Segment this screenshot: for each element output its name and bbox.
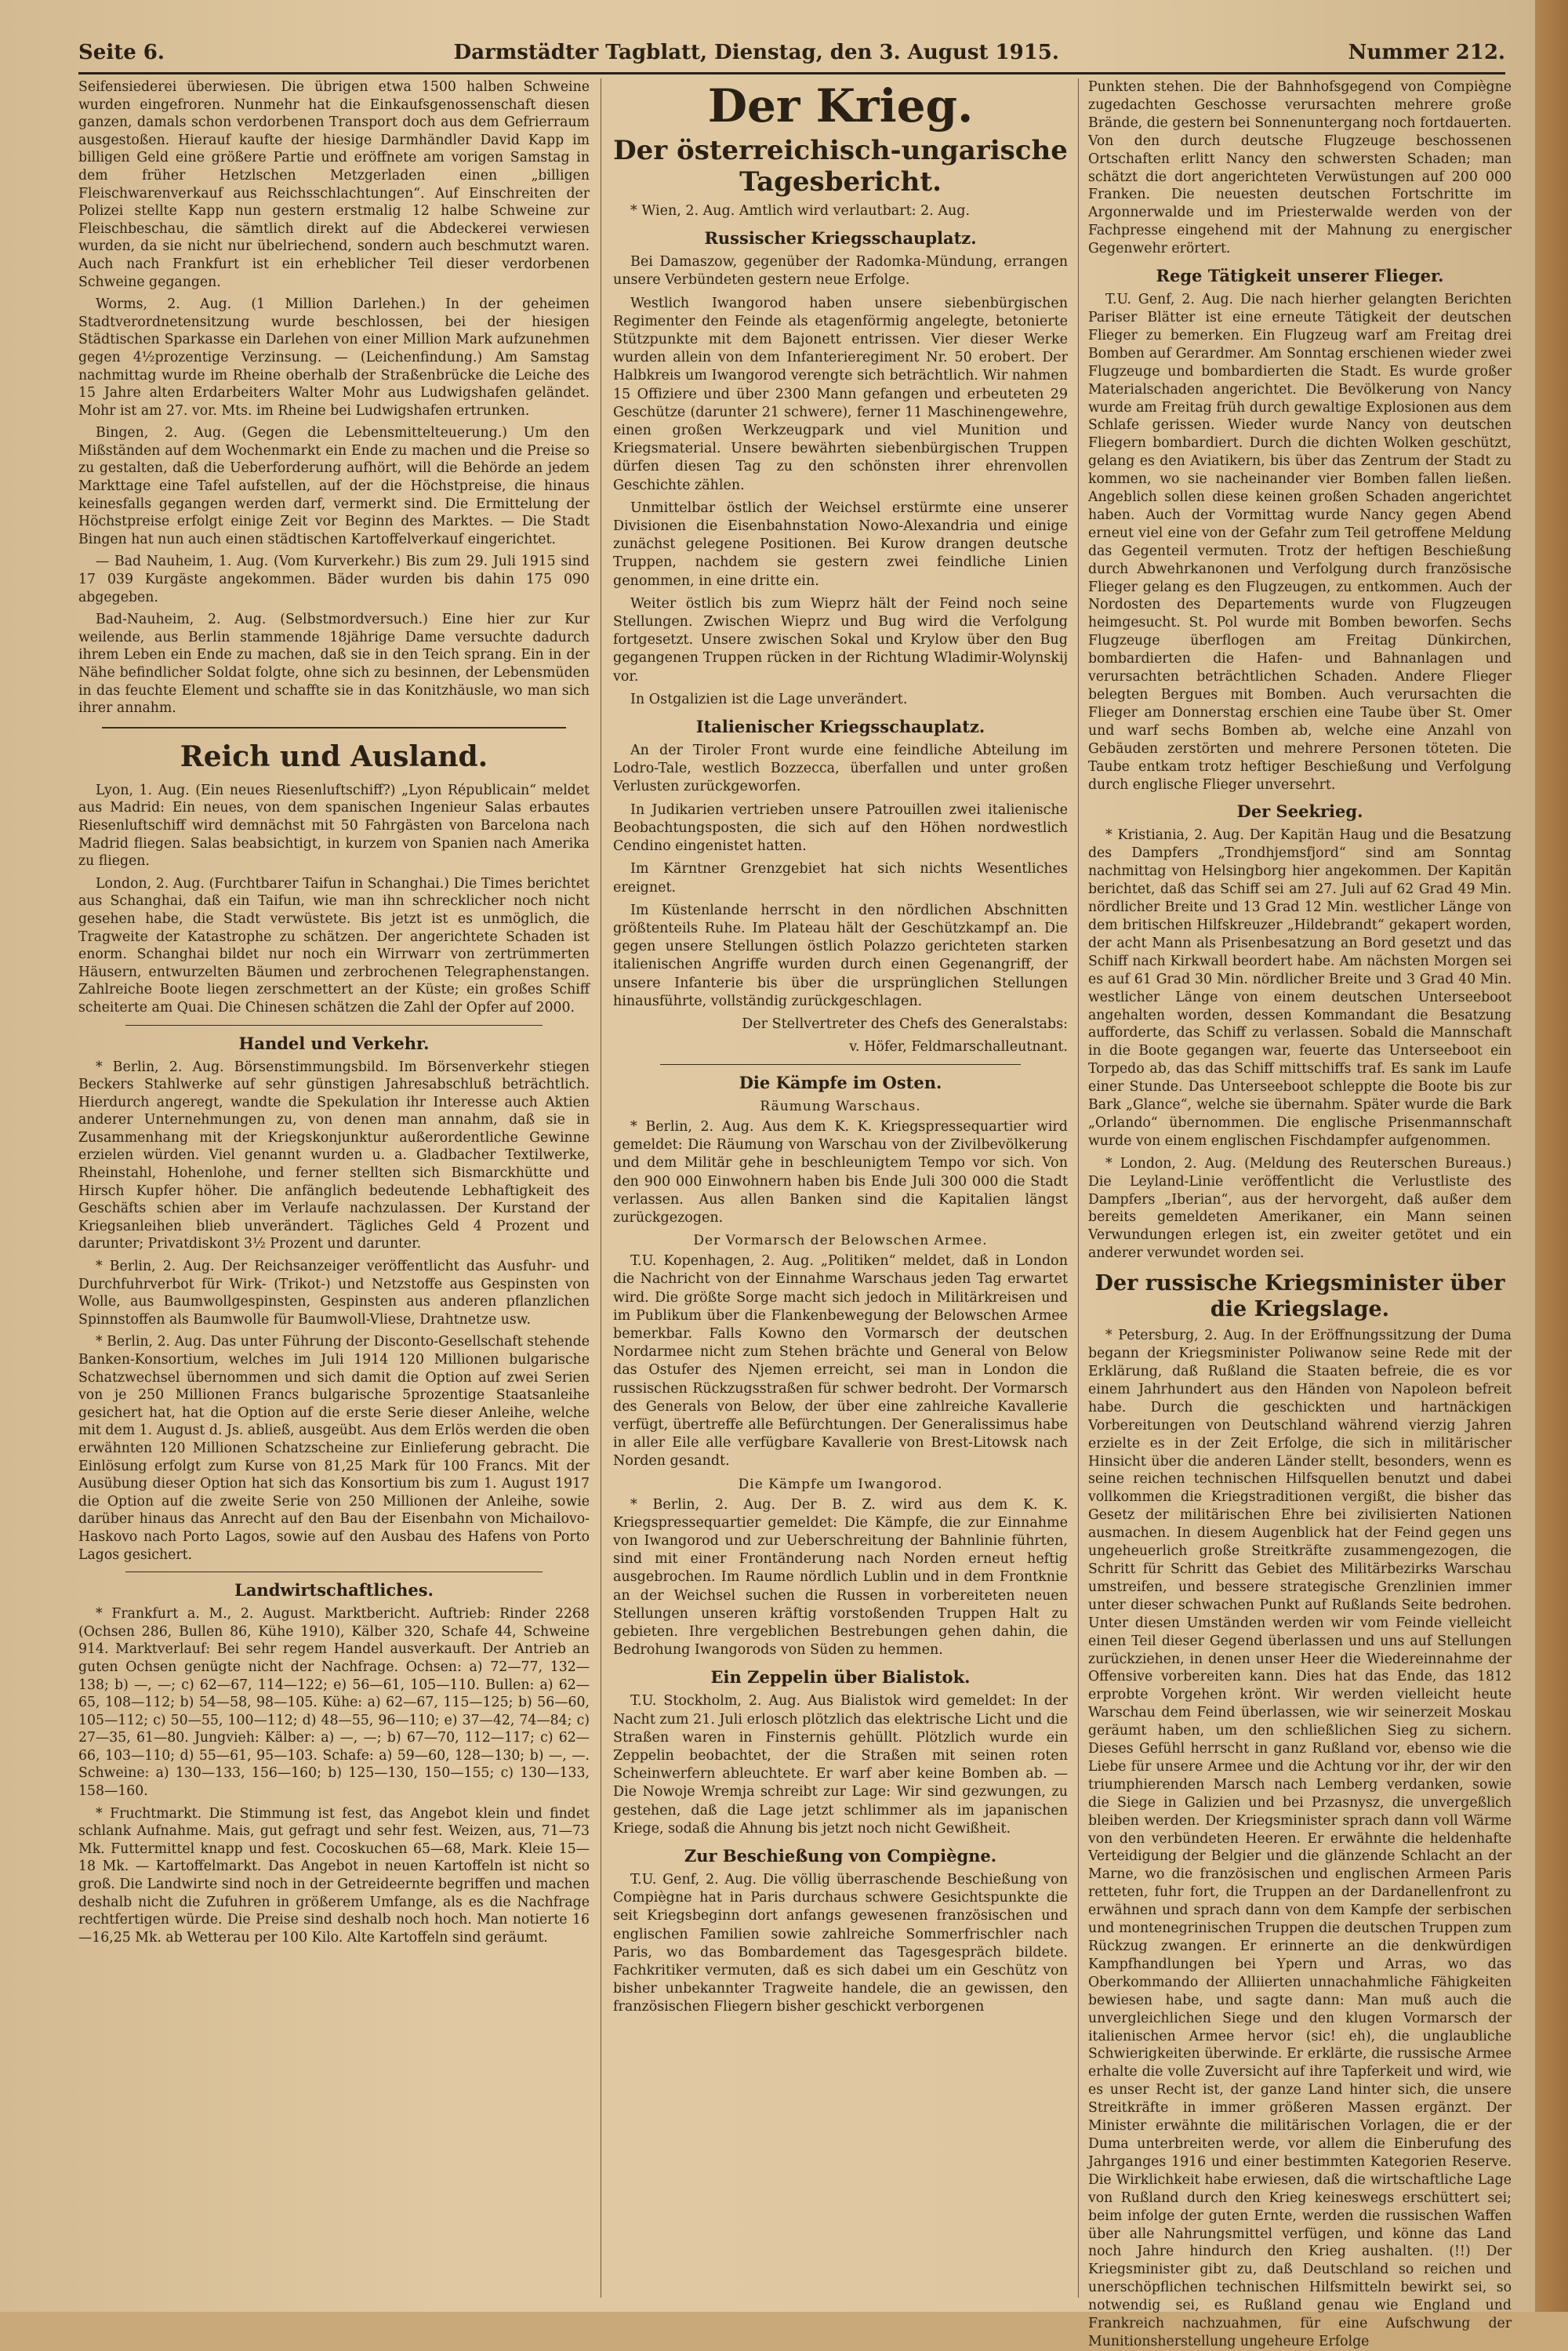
- article-paragraph: * Wien, 2. Aug. Amtlich wird verlautbart: 2. Aug.: [630, 203, 971, 219]
- signature-name: v. Höfer, Feldmarschalleutnant.: [849, 1038, 1068, 1055]
- article-paragraph: * London, 2. Aug. (Meldung des Reuterschen Bureaus.) Die Leyland-Linie veröffentlicht die Verlustliste des Dampfers „Iberian“, aus der hervorgeht, daß außer dem bereits gemeldeten Amerikaner, ein Mann seinen Verwundungen erlegen ist, ein zweiter getötet und ein anderer verwundet worden sei.: [1088, 1155, 1512, 1262]
- article-paragraph: * Fruchtmarkt. Die Stimmung ist fest, das Angebot klein und findet schlank Aufnahme. Mais, gut gefragt und sehr fest. Weizen, aus, 71—73 Mk. Futtermittel knapp und fest. Cocoskuchen 65—68, Mark. Kleie 15—18 Mk. — Kartoffelmarkt. Das Angebot in neuen Kartoffeln ist nicht so groß. Die Landwirte sind noch in der Getreideernte begriffen und machen deshalb nicht die Zufuhren in größerem Umfange, als es die Nachfrage rechtfertigen würde. Die Preise sind deshalb noch hoch. Man notierte 16—16,25 Mk. ab Wetterau per 100 Kilo. Alte Kartoffeln sind geräumt.: [78, 1805, 590, 1946]
- sub-heading: Der Vormarsch der Belowschen Armee.: [693, 1233, 988, 1249]
- section-heading: Der Seekrieg.: [1236, 801, 1363, 822]
- article-paragraph: Lyon, 1. Aug. (Ein neues Riesenluftschiff?) „Lyon Républicain“ meldet aus Madrid: Ein neues, von dem spanischen Ingenieur Salas erbautes Riesenluftschiff wird demnächst mit 50 Fahrgästen von Barcelona nach Madrid fliegen. Salas beabsichtigt, in kurzem von Spanien nach Amerika zu fliegen.: [78, 782, 590, 870]
- section-heading: Italienischer Kriegsschauplatz.: [695, 717, 985, 737]
- article-paragraph: * Berlin, 2. Aug. Aus dem K. K. Kriegspressequartier wird gemeldet: Die Räumung von Warschau von der Zivilbevölkerung und dem Militär gehe in beschleunigtem Tempo vor sich. Von den 900 000 Einwohnern haben bis Ende Juli 300 000 die Stadt verlassen. Aus allen Banken sind die Kapitalien längst zurückgezogen.: [613, 1118, 1068, 1226]
- column-divider: [1078, 78, 1079, 2298]
- article-paragraph: — Bad Nauheim, 1. Aug. (Vom Kurverkehr.) Bis zum 29. Juli 1915 sind 17 039 Kurgäste angekommen. Bäder wurden bis dahin 175 090 abgegeben.: [78, 554, 590, 605]
- section-rule: [102, 727, 566, 729]
- article-paragraph: Unmittelbar östlich der Weichsel erstürmte eine unserer Divisionen die Eisenbahnstation Nowo-Alexandria und einige zunächst gelegene Positionen. Bei Kurow drangen deutsche Truppen, nachdem sie gestern zwei feindliche Linien genommen, in eine dritte ein.: [613, 500, 1068, 589]
- column-2: [613, 78, 1068, 2298]
- article-paragraph: Worms, 2. Aug. (1 Million Darlehen.) In der geheimen Stadtverordnetensitzung wurde beschlossen, bei der hiesigen Städtischen Sparkasse ein Darlehen von einer Million Mark aufzunehmen gegen 4½prozentige Verzinsung. — (Leichenfindung.) Am Samstag nachmittag wurde im Rheine oberhalb der Straßenbrücke die Leiche des 15 Jahre alten Erdarbeiters Walter Mohr aus Ludwigshafen geländet. Mohr ist am 27. vor. Mts. im Rheine bei Ludwigshafen ertrunken.: [78, 296, 590, 419]
- article-paragraph: Bingen, 2. Aug. (Gegen die Lebensmittelteuerung.) Um den Mißständen auf dem Wochenmarkt ein Ende zu machen und die Preise so zu gestalten, daß die Ueberforderung aufhört, will die Behörde an jedem Markttage eine Tafel aufstellen, auf der die Höchstpreise, die hinaus keinesfalls gegangen werden darf, vermerkt sind. Die Ermittelung der Höchstpreise erfolgt einige Zeit vor Beginn des Marktes. — Die Stadt Bingen hat nun auch einen städtischen Kartoffelverkauf eingerichtet.: [78, 425, 590, 547]
- page-number: Seite 6.: [78, 41, 165, 64]
- article-paragraph: Seifensiederei überwiesen. Die übrigen etwa 1500 halben Schweine wurden eingefroren. Nunmehr hat die Einkaufsgenossenschaft diesen ganzen, damals schon verdorbenen Transport doch aus dem Gefrierraum ausgestoßen. Hierauf kaufte der hiesige Darmhändler David Kapp im billigen Geld eine größere Partie und eröffnete am vorigen Samstag in dem früher Hetzlschen Metzgerladen einen „billigen Fleischwarenverkauf aus Reichsschlachtungen“. Auf Einschreiten der Polizei stellte Kapp nun gestern erstmalig 12 halbe Schweine zur Fleischbeschau, die sämtlich direkt auf die Abdeckerei verwiesen wurden, da sie nicht nur übelriechend, sondern auch beschmutzt waren. Auch nach Frankfurt ist ein erheblicher Teil dieser verdorbenen Schweine gegangen.: [78, 79, 590, 290]
- article-paragraph: * Frankfurt a. M., 2. August. Marktbericht. Auftrieb: Rinder 2268 (Ochsen 286, Bullen 86, Kühe 1910), Kälber 320, Schafe 44, Schweine 914. Marktverlauf: Bei sehr regem Handel ausverkauft. Der Antrieb an guten Ochsen genügte nicht der Nachfrage. Ochsen: a) 72—77, 132—138; b) —, —; c) 62—67, 114—122; e) 56—61, 105—110. Bullen: a) 62—65, 108—112; b) 54—58, 98—105. Kühe: a) 62—67, 115—125; b) 56—60, 105—112; c) 50—55, 100—112; d) 48—55, 96—110; e) 37—42, 74—84; c) 27—35, 61—80. Jungvieh: Kälber: a) —, —; b) 67—70, 112—117; c) 62—66, 103—110; d) 55—61, 95—103. Schafe: a) 59—60, 128—130; b) —, —. Schweine: a) 130—133, 156—160; b) 125—130, 150—155; c) 130—133, 158—160.: [78, 1606, 590, 1800]
- column-3: [1088, 78, 1512, 2349]
- section-heading: Landwirtschaftliches.: [234, 1580, 434, 1601]
- article-paragraph: * Berlin, 2. Aug. Das unter Führung der Disconto-Gesellschaft stehende Banken-Konsortium, welches im Juli 1914 120 Millionen bulgarische Schatzwechsel übernommen und sich damit die Option auf zwei Serien von je 250 Millionen Francs bulgarische 5prozentige Staatsanleihe gesichert hat, hat die Option auf die erste Serie dieser Anleihe, welche mit dem 1. August d. Js. abließ, ausgeübt. Aus dem Erlös werden die oben erwähnten 120 Millionen Schatzscheine zur Einlieferung gebracht. Die Einlösung erfolgt zum Kurse von 81,25 Mark für 100 Francs. Mit der Ausübung dieser Option hat sich das Konsortium bis zum 1. August 1917 die Option auf die zweite Serie von 250 Millionen der Anleihe, sowie darüber hinaus das Anrecht auf den Bau der Eisenbahn von Michailovo-Haskovo nach Porto Lagos, sowie auf den Ausbau des Hafens von Porto Lagos gesichert.: [78, 1334, 590, 1563]
- section-heading: Rege Tätigkeit unserer Flieger.: [1156, 266, 1444, 286]
- page-edge: [1535, 0, 1568, 2312]
- section-heading: Zur Beschießung von Compiègne.: [684, 1846, 997, 1866]
- article-paragraph: Bei Damaszow, gegenüber der Radomka-Mündung, errangen unsere Verbündeten gestern neue Erfolge.: [613, 254, 1068, 289]
- sub-headline: Der österreichisch-ungarische Tagesbericht.: [613, 135, 1068, 198]
- section-heading: Der russische Kriegsminister über die Kriegslage.: [1094, 1271, 1505, 1322]
- article-paragraph: Im Küstenlande herrscht in den nördlichen Abschnitten größtenteils Ruhe. Im Plateau hält der Geschützkampf an. Die gegen unsere Stellungen östlich Polazzo gerichteten starken italienischen Angriffe wurden durch einen Gegenangriff, der unsere Infanterie bis über die ursprünglichen Stellungen hinausführte, vollständig zurückgeschlagen.: [613, 902, 1068, 1009]
- article-paragraph: T.U. Kopenhagen, 2. Aug. „Politiken“ meldet, daß in London die Nachricht von der Einnahme Warschaus jeden Tag erwartet wird. Die größte Sorge macht sich jedoch in Militärkreisen und im Publikum über die Flankenbewegung der Belowschen Armee bemerkbar. Falls Kowno den Vormarsch der deutschen Nordarmee nicht zum Stehen brächte und General von Below das Ostufer des Njemen erreicht, sei man in London die russischen Rückzugsstraßen für schwer bedroht. Der Vormarsch des Generals von Below, der über eine zahlreiche Kavallerie verfügt, übertreffe alle Befürchtungen. Der Generalissimus habe in aller Eile alle verfügbare Kavallerie von Brest-Litowsk nach Norden gesandt.: [613, 1253, 1068, 1470]
- section-heading: Russischer Kriegsschauplatz.: [704, 228, 977, 249]
- article-paragraph: Bad-Nauheim, 2. Aug. (Selbstmordversuch.) Eine hier zur Kur weilende, aus Berlin stammende 18jährige Dame versuchte dadurch ihrem Leben ein Ende zu machen, daß sie in den Teich sprang. Ein in der Nähe befindlicher Soldat folgte, ohne sich zu besinnen, der Lebensmüden in das feuchte Element und schaffte sie in das Konitzhäusle, wo man sich ihrer annahm.: [78, 612, 590, 717]
- article-paragraph: London, 2. Aug. (Furchtbarer Taifun in Schanghai.) Die Times berichtet aus Schanghai, daß ein Taifun, wie man ihn schrecklicher noch nicht gesehen habe, die Stadt verwüstete. Bis jetzt ist es unmöglich, die Tragweite der Katastrophe zu schätzen. Der angerichtete Schaden ist enorm. Schanghai bildet nur noch ein Wirrwarr von zertrümmerten Häusern, entwurzelten Bäumen und zerbrochenen Telegraphenstangen. Zahlreiche Boote liegen zerschmettert an der Küste; ein großes Schiff scheiterte am Quai. Die Chinesen schätzen die Zahl der Opfer auf 2000.: [78, 875, 590, 1016]
- main-headline: Der Krieg.: [707, 79, 974, 133]
- article-paragraph: T.U. Stockholm, 2. Aug. Aus Bialistok wird gemeldet: In der Nacht zum 21. Juli erlosch plötzlich das elektrische Licht und die Straßen waren in Finsternis gehüllt. Plötzlich wurde ein Zeppelin beobachtet, der die Straßen mit seinen roten Scheinwerfern ableuchtete. Er warf aber keine Bomben ab. — Die Nowoje Wremja schreibt zur Lage: Wir sind gezwungen, zu gestehen, daß die Lage jetzt schlimmer als im japanischen Kriege, sodaß die Ahnung bis jetzt noch nicht Gewißheit.: [613, 1693, 1068, 1837]
- section-heading: Die Kämpfe im Osten.: [739, 1072, 942, 1092]
- sub-heading: Die Kämpfe um Iwangorod.: [738, 1476, 943, 1492]
- article-paragraph: An der Tiroler Front wurde eine feindliche Abteilung im Lodro-Tale, westlich Bozzecca, überfallen und unter großen Verlusten zurückgeworfen.: [613, 743, 1068, 795]
- article-paragraph: In Judikarien vertrieben unsere Patrouillen zwei italienische Beobachtungsposten, die sich auf den Höhen nordwestlich Cendino eingenistet hatten.: [613, 801, 1068, 855]
- article-paragraph: * Berlin, 2. Aug. Der B. Z. wird aus dem K. K. Kriegspressequartier gemeldet: Die Kämpfe, die zur Einnahme von Iwangorod und zur Ueberschreitung der Bahnlinie führten, sind mit einer Frontänderung nach Norden erneut heftig ausgebrochen. Im Raume nördlich Lublin und in dem Frontknie an der Weichsel suchen die Russen in vorbereiteten neuen Stellungen unseren kräftig vorstoßenden Truppen Halt zu gebieten. Ihre vergeblichen Bestrebungen gehen dahin, die Bedrohung Iwangorods von Süden zu hemmen.: [613, 1496, 1068, 1659]
- article-paragraph: In Ostgalizien ist die Lage unverändert.: [630, 691, 908, 707]
- section-heading: Ein Zeppelin über Bialistok.: [710, 1667, 971, 1688]
- section-heading: Handel und Verkehr.: [238, 1033, 430, 1053]
- section-rule: [660, 1064, 1021, 1065]
- article-paragraph: Westlich Iwangorod haben unsere siebenbürgischen Regimenter den Feinde als etagenförmig angelegte, betonierte Stützpunkte mit dem Bajonett entrissen. Vier dieser Werke wurden allein von dem Infanterieregiment Nr. 50 erobert. Der Halbkreis um Iwangorod verengte sich beträchtlich. Wir nahmen 15 Offiziere und über 2300 Mann gefangen und erbeuteten 29 Geschütze (darunter 21 schwere), ferner 11 Maschinengewehre, einen großen Werkzeugpark und viel Munition und Kriegsmaterial. Unsere bewährten siebenbürgischen Truppen dürfen diesen Tag zu den schönsten ihrer ehrenvollen Geschichte zählen.: [613, 295, 1068, 493]
- header-rule: [78, 72, 1505, 74]
- article-paragraph: * Petersburg, 2. Aug. In der Eröffnungssitzung der Duma begann der Kriegsminister Poliwanow seine Rede mit der Erklärung, daß Rußland die Staaten befreie, die es vor einem Jahrhundert aus den Händen von Napoleon befreit habe. Durch die geschickten und hartnäckigen Vorbereitungen von Deutschland während vierzig Jahren erzielte es in der Zeit Erfolge, die sich in militärischer Hinsicht über die anderen Länder stellt, besonders, wenn es seine reichen technischen Hilfsquellen benutzt und dabei vollkommen die Kriegstraditionen vergißt, die bisher das Gesetz der militärischen Ehre bei zivilisierten Nationen ausmachen. In diesem Augenblick hat der Feind gegen uns ungeheuerlich große Streitkräfte zusammengezogen, die Schritt für Schritt das Gebiet des Militärbezirks Warschau umstreifen, und bessere strategische Grenzlinien immer unter dieser schwachen Punkt auf Rußlands Seite bedrohen. Unter diesen Umständen werden wir vom Feinde vielleicht einen Teil dieser Gegend überlassen und uns auf Stellungen zurückziehen, in denen unser Heer die Wiedereinnahme der Offensive vorbereiten kann. Dies hat das Ende, das 1812 erprobte Vorgehen krönt. Wir werden vielleicht heute Warschau dem Feind überlassen, wie wir seinerzeit Moskau geräumt haben, um den schließlichen Sieg zu sichern. Dieses Gefühl herrscht in ganz Rußland vor, ebenso wie die Liebe für unsere Armee und die Achtung vor ihr, der wir den triumphierenden Marsch nach Lemberg verdanken, sowie die Siege in Galizien und bei Przasnysz, die unvergeßlich bleiben werden. Der Kriegsminister sprach dann voll Wärme von den verbündeten Heeren. Er erwähnte die heldenhafte Verteidigung der Belgier und die glänzende Schlacht an der Marne, wo die französischen und englischen Armeen Paris retteten, fuhr fort, die Truppen an der Dardanellenfront zu erwähnen und sprach dann von dem Kampfe der serbischen und montenegrinischen Truppen die deutschen Truppen zum Rückzug zwangen. Er erinnerte an die denkwürdigen Kampfhandlungen bei Ypern und Arras, wo das Oberkommando der Alliierten unnachahmliche Fähigkeiten bewiesen habe, und sagte dann: Man muß auch die unvergleichlichen Siege und den klugen Vormarsch der italienischen Armee hervor (sic! eh), die unglaubliche Schwierigkeiten überwinde. Er erklärte, die russische Armee erhalte die volle Zuversicht auf ihre Tapferkeit und wird, wie es unser Recht ist, der ganze Land hinter sich, die unsere Streitkräfte in immer größeren Massen ergänzt. Der Minister erwähnte die militärischen Vorlagen, die er der Duma unterbreiten werde, vor allem die Einberufung des Jahrganges 1916 und einer bestimmten Kategorien Reserve. Die Wirklichkeit habe erwiesen, daß die wirtschaftliche Lage von Rußland durch den Krieg keineswegs erschüttert sei; beim infolge der guten Ernte, werden die russischen Waffen über alle Nahrungsmittel verfügen, und könne das Land noch Jahre hindurch den Krieg aushalten. (!!) Der Kriegsminister gibt zu, daß Deutschland so reichen und unerschöpflichen technischen Hilfsmitteln bewirkt sei, so notwendig sei, es Rußland genau wie England und Frankreich nachzuahmen, für eine Aufschwung der Munitionsherstellung ungeheure Erfolge: [1088, 1328, 1512, 2349]
- sub-heading: Räumung Warschaus.: [760, 1098, 921, 1114]
- article-paragraph: * Berlin, 2. Aug. Der Reichsanzeiger veröffentlicht das Ausfuhr- und Durchfuhrverbot für Wirk- (Trikot-) und Netzstoffe aus Gespinsten von Wolle, aus Baumwollgespinsten, Gespinsten aus anderen pflanzlichen Spinnstoffen als Baumwolle für Baumwoll-Vliese, Drahtnetze usw.: [78, 1259, 590, 1328]
- issue-number: Nummer 212.: [1348, 41, 1505, 64]
- page-header: [78, 41, 1505, 72]
- section-rule: [125, 1025, 543, 1026]
- article-paragraph: * Berlin, 2. Aug. Börsenstimmungsbild. Im Börsenverkehr stiegen Beckers Stahlwerke auf sehr günstigen Jahresabschluß beträchtlich. Hierdurch angeregt, wandte die Spekulation ihr Interesse auch Aktien anderer Unternehmungen zu, von denen man annahm, daß sie in Zusammenhang mit der Kriegskonjunktur außerordentliche Gewinne erzielen würden. Viel genannt wurden u. a. Gladbacher Textilwerke, Rheinstahl, Hohenlohe, und ferner stellten sich Bismarckhütte und Hirsch Kupfer höher. Die anfänglich bedeutende Lebhaftigkeit des Geschäfts schien aber im Verlaufe nachzulassen. Der Kurstand der Kriegsanleihen blieb unverändert. Tägliches Geld 4 Prozent und darunter; Privatdiskont 3½ Prozent und darunter.: [78, 1059, 590, 1252]
- article-paragraph: T.U. Genf, 2. Aug. Die nach hierher gelangten Berichten Pariser Blätter ist eine erneute Tätigkeit der deutschen Flieger zu bemerken. Ein Flugzeug warf am Freitag drei Bomben auf Gerardmer. Am Sonntag erschienen wieder zwei Flugzeuge und bombardierten die Stadt. Es wurde großer Materialschaden angerichtet. Die Bevölkerung von Nancy wurde am Freitag früh durch gewaltige Explosionen aus dem Schlafe gerissen. Wieder wurde Nancy von deutschen Fliegern bombardiert. Durch die dichten Wolken geschützt, gelang es den Aviatikern, bis über das Zentrum der Stadt zu kommen, wo sie nacheinander vier Bomben fallen ließen. Angeblich sollen diese keinen großen Schaden angerichtet haben. Auch der Vormittag wurde Nancy gegen Abend erneut viel eine von der Gefahr zum Teil getroffene Meldung das Gegenteil vermuten. Trotz der heftigen Beschießung durch Abwehrkanonen und Verfolgung durch französische Flieger gelang es den Flugzeugen, zu entkommen. Auch der Nordosten des Departements wurde von Flugzeugen heimgesucht. St. Pol wurde mit Bomben beworfen. Sechs Flugzeuge überflogen am Freitag Dünkirchen, bombardierten die Hafen- und Bahnanlagen und verursachten beträchtlichen Schaden. Andere Flieger belegten Bergues mit Bomben. Auch verursachten die Flieger am Donnerstag erschien eine Taube über St. Omer und warf sechs Bomben ab, welche eine Anzahl von Gebäuden zerstörten und mehrere Personen töteten. Die Taube entkam trotz heftiger Beschießung und Verfolgung durch englische Flieger unversehrt.: [1088, 292, 1512, 793]
- article-paragraph: T.U. Genf, 2. Aug. Die völlig überraschende Beschießung von Compiègne hat in Paris durchaus schwere Gesichtspunkte die seit Kriegsbeginn dort anfangs gewesenen französischen und englischen Familien sowie zahlreiche Sommerfrischler nach Paris, wo das Bombardement das Tagesgespräch bildete. Fachkritiker vermuten, daß es sich dabei um ein Geschütz von bisher unbekannter Tragweite handele, die an gewissen, den französischen Fliegern bisher geschickt verborgenen: [613, 1872, 1068, 2015]
- masthead-dateline: Darmstädter Tagblatt, Dienstag, den 3. August 1915.: [453, 41, 1059, 64]
- article-paragraph: Im Kärntner Grenzgebiet hat sich nichts Wesentliches ereignet.: [613, 861, 1068, 896]
- article-paragraph: * Kristiania, 2. Aug. Der Kapitän Haug und die Besatzung des Dampfers „Trondhjemsfjord“ sind am Sonntag nachmittag von Helsingborg hier angekommen. Der Kapitän berichtet, daß das Schiff sei am 27. Juli auf 62 Grad 49 Min. nördlicher Breite und 13 Grad 12 Min. westlicher Länge von dem britischen Hilfskreuzer „Hildebrandt“ gekapert worden, der acht Mann als Prisenbesatzung an Bord gesetzt und das Schiff nach Kirkwall beordert habe. Am nächsten Morgen sei es auf 61 Grad 30 Min. nördlicher Breite und 3 Grad 40 Min. westlicher Länge von einem deutschen Unterseeboot angehalten worden, dessen Kommandant die Besatzung aufforderte, das Schiff zu verlassen. Sobald die Mannschaft in die Boote gegangen war, feuerte das Unterseeboot ein Torpedo ab, das das Schiff mittschiffs traf. Es sank im Laufe einer Stunde. Das Unterseeboot schleppte die Boote bis zur Bark „Glance“, welche sie übernahm. Später wurde die Bark „Orlando“ übernommen. Die englische Prisenmannschaft wurde von einem englischen Fischdampfer aufgenommen.: [1088, 827, 1512, 1149]
- article-paragraph: Weiter östlich bis zum Wieprz hält der Feind noch seine Stellungen. Zwischen Wieprz und Bug wird die Verfolgung fortgesetzt. Unsere zwischen Sokal und Krylow über den Bug gegangenen Truppen rücken in der Richtung Wladimir-Wolynskij vor.: [613, 595, 1068, 685]
- section-heading: Reich und Ausland.: [180, 739, 488, 773]
- column-1: [78, 78, 590, 2298]
- article-paragraph: Punkten stehen. Die der Bahnhofsgegend von Compiègne zugedachten Geschosse verursachten mehrere große Brände, die gestern bei Sonnenuntergang noch fortdauerten. Von den durch deutsche Flugzeuge beschossenen Ortschaften erlitt Nancy den schwersten Schaden; man schätzt die dort angerichteten Verwüstungen auf 200 000 Franken. Die neuesten deutschen Fortschritte im Argonnerwalde und im Priesterwalde werden von der Fachpresse eingehend mit der Mahnung zu energischer Gegenwehr erörtert.: [1088, 79, 1512, 257]
- signature-line: Der Stellvertreter des Chefs des Generalstabs:: [742, 1016, 1068, 1032]
